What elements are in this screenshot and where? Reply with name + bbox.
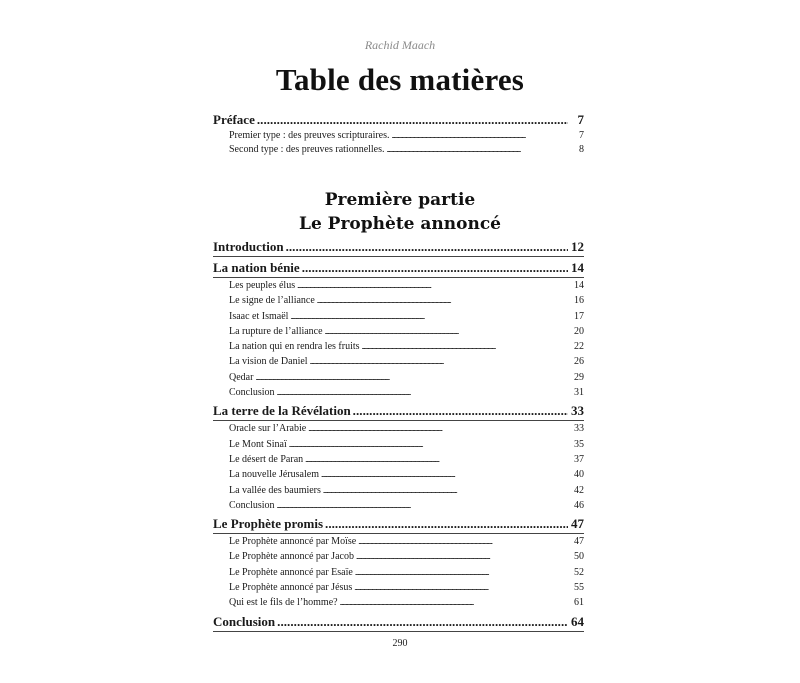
toc-subentry[interactable] — [213, 580, 584, 595]
page-number: 290 — [392, 638, 408, 649]
part-number-heading: Première partie — [324, 190, 476, 210]
toc-entry-page: 33 — [571, 403, 584, 419]
toc-entry-page: 14 — [571, 260, 584, 275]
toc-entry-label: Le Prophète promis — [213, 516, 324, 532]
toc-subentry[interactable] — [213, 385, 584, 400]
toc-subentry-page: 17 — [574, 310, 584, 322]
preface-toc — [213, 111, 584, 157]
dot-leader — [290, 309, 572, 324]
toc-subentry-page: 26 — [574, 356, 584, 368]
toc-subentry-page: 7 — [579, 130, 584, 141]
toc-subentry-label: La vallée des baumiers — [229, 484, 321, 496]
dot-leader — [362, 339, 572, 354]
toc-subentry[interactable] — [213, 354, 584, 369]
running-header-author: Rachid Maach — [364, 38, 436, 52]
dot-leader — [297, 278, 572, 293]
toc-subentry-label: Second type : des preuves rationnelles. — [229, 144, 385, 155]
main-toc — [213, 238, 584, 632]
toc-subentry[interactable] — [213, 309, 584, 324]
toc-subentry[interactable] — [213, 498, 584, 513]
dot-leader — [325, 515, 568, 533]
toc-entry[interactable] — [213, 238, 584, 257]
dot-leader — [323, 483, 572, 498]
dot-leader — [392, 129, 572, 143]
toc-entry-label: La terre de la Révélation — [213, 403, 351, 419]
toc-subentry-label: Oracle sur l’Arabie — [229, 423, 307, 435]
dot-leader — [355, 565, 572, 580]
toc-subentry-label: Conclusion — [229, 387, 275, 399]
toc-subentry-label: Conclusion — [229, 499, 275, 511]
dot-leader — [277, 385, 572, 400]
toc-subentry-page: 22 — [574, 341, 584, 353]
toc-entry[interactable] — [213, 613, 584, 632]
toc-subentry-page: 29 — [574, 371, 584, 383]
toc-subentry-label: Le désert de Paran — [229, 453, 304, 465]
toc-subentry[interactable] — [213, 483, 584, 498]
dot-leader — [387, 143, 572, 157]
toc-subentry-label: Premier type : des preuves scripturaires. — [229, 130, 390, 141]
toc-subentry-label: Le Mont Sinaï — [229, 438, 287, 450]
toc-subentry[interactable] — [213, 549, 584, 564]
toc-subentry-label: Le Prophète annoncé par Jacob — [229, 551, 354, 563]
toc-entry-preface[interactable] — [213, 111, 584, 129]
toc-subentry[interactable] — [213, 565, 584, 580]
toc-entry-page: 12 — [571, 239, 584, 254]
toc-entry-label: Préface — [213, 112, 255, 127]
toc-subentry-label: Le Prophète annoncé par Esaïe — [229, 566, 353, 578]
dot-leader — [325, 324, 572, 339]
dot-leader — [286, 238, 568, 256]
toc-subentry-page: 14 — [574, 280, 584, 291]
toc-subentry-label: Les peuples élus — [229, 280, 296, 291]
toc-subentry-label: Le signe de l’alliance — [229, 295, 315, 307]
toc-entry-page: 7 — [577, 112, 584, 127]
dot-leader — [310, 354, 572, 369]
toc-entry-label: La nation bénie — [213, 260, 300, 275]
dot-leader — [317, 293, 572, 308]
toc-subentry-page: 40 — [574, 469, 584, 481]
toc-subentry[interactable] — [213, 595, 584, 610]
toc-subentry-label: Le Prophète annoncé par Jésus — [229, 582, 353, 594]
toc-entry[interactable] — [213, 259, 584, 278]
dot-leader — [257, 111, 568, 129]
dot-leader — [321, 467, 572, 482]
toc-subentry[interactable] — [213, 339, 584, 354]
toc-subentry-label: Isaac et Ismaël — [229, 310, 289, 322]
dot-leader — [358, 534, 572, 549]
toc-subentry-page: 16 — [574, 295, 584, 307]
toc-subentry-label: Qedar — [229, 371, 254, 383]
toc-subentry[interactable] — [213, 467, 584, 482]
dot-leader — [305, 452, 572, 467]
toc-entry-label: Introduction — [213, 239, 284, 254]
toc-subentry-label: La rupture de l’alliance — [229, 325, 323, 337]
toc-subentry-label: Qui est le fils de l’homme? — [229, 597, 338, 609]
toc-subentry-label: Le Prophète annoncé par Moïse — [229, 536, 357, 548]
dot-leader — [255, 370, 572, 385]
toc-subentry-page: 33 — [574, 423, 584, 435]
toc-subentry[interactable] — [213, 437, 584, 452]
toc-subentry[interactable] — [213, 293, 584, 308]
toc-subentry-page: 50 — [574, 551, 584, 563]
toc-entry-page: 47 — [571, 516, 584, 532]
part-title-heading: Le Prophète annoncé — [298, 214, 502, 234]
dot-leader — [354, 580, 572, 595]
toc-subentry[interactable] — [213, 452, 584, 467]
toc-subentry-page: 35 — [574, 438, 584, 450]
toc-subentry[interactable] — [213, 421, 584, 436]
toc-subentry-label: La nation qui en rendra les fruits — [229, 341, 360, 353]
toc-subentry-page: 20 — [574, 325, 584, 337]
toc-subentry-page: 61 — [574, 597, 584, 609]
toc-subentry-page: 31 — [574, 387, 584, 399]
page-title: Table des matières — [275, 62, 525, 97]
dot-leader — [356, 549, 572, 564]
dot-leader — [277, 613, 568, 631]
toc-subentry[interactable] — [213, 534, 584, 549]
toc-entry-label: Conclusion — [213, 613, 276, 629]
toc-subentry-page: 55 — [574, 582, 584, 594]
dot-leader — [302, 259, 568, 277]
toc-subentry-page: 37 — [574, 453, 584, 465]
toc-subentry[interactable] — [213, 370, 584, 385]
toc-subentry-page: 8 — [579, 144, 584, 155]
dot-leader — [277, 498, 572, 513]
toc-subentry[interactable] — [213, 129, 584, 143]
toc-subentry-page: 42 — [574, 484, 584, 496]
toc-subentry-page: 47 — [574, 536, 584, 548]
toc-entry-page: 64 — [571, 613, 584, 629]
dot-leader — [289, 437, 572, 452]
toc-entry[interactable] — [213, 402, 584, 421]
toc-subentry-label: La nouvelle Jérusalem — [229, 469, 319, 481]
dot-leader — [353, 402, 568, 420]
toc-subentry[interactable] — [213, 324, 584, 339]
dot-leader — [308, 421, 572, 436]
toc-subentry[interactable] — [213, 278, 584, 293]
toc-entry[interactable] — [213, 515, 584, 534]
toc-subentry-page: 52 — [574, 566, 584, 578]
toc-subentry-label: La vision de Daniel — [229, 356, 308, 368]
dot-leader — [340, 595, 572, 610]
toc-subentry-page: 46 — [574, 499, 584, 511]
toc-subentry[interactable] — [213, 143, 584, 157]
